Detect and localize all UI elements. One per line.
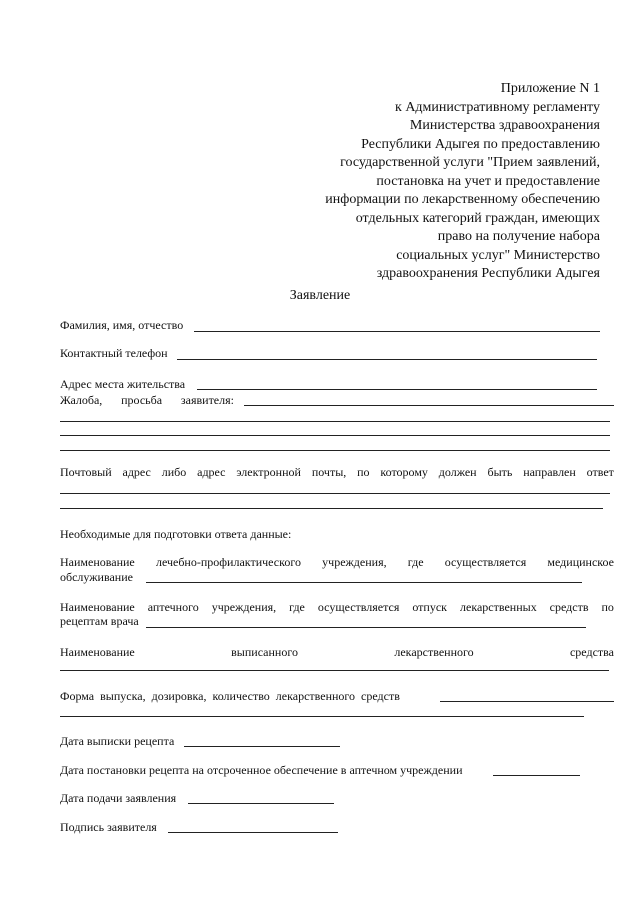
label-word: либо xyxy=(161,465,187,479)
phone-field[interactable] xyxy=(177,359,597,360)
complaint-label xyxy=(60,393,234,408)
label-word: лекарственных xyxy=(460,600,537,614)
signature-field[interactable] xyxy=(168,832,338,833)
prescription-date-label: Дата выписки рецепта xyxy=(60,734,175,748)
label-word: ответ xyxy=(586,465,614,479)
label-word: средства xyxy=(569,645,614,659)
label-word: медицинское xyxy=(547,555,614,569)
complaint-field-line[interactable] xyxy=(60,435,610,436)
document-title: Заявление xyxy=(289,288,351,303)
label-word: учреждения, xyxy=(322,555,387,569)
required-data-heading: Необходимые для подготовки ответа данные: xyxy=(60,527,292,541)
address-label: Адрес места жительства xyxy=(60,377,186,391)
appendix-line: к Административному регламенту xyxy=(395,99,600,115)
application-date-label: Дата подачи заявления xyxy=(60,791,177,805)
medical-institution-label-cont: обслуживание xyxy=(60,570,133,584)
dosage-form-field[interactable] xyxy=(440,701,614,702)
label-word: Почтовый xyxy=(60,465,112,479)
appendix-line: информации по лекарственному обеспечению xyxy=(325,192,600,207)
full-name-label: Фамилия, имя, отчество xyxy=(60,318,184,332)
label-word: аптечного xyxy=(147,600,199,614)
label-word: быть xyxy=(487,465,513,479)
label-word: осуществляется xyxy=(317,600,400,614)
drug-name-field[interactable] xyxy=(60,670,609,671)
label-word: по xyxy=(357,465,370,479)
signature-label: Подпись заявителя xyxy=(60,820,157,834)
label-word: выписанного xyxy=(231,645,298,659)
appendix-line: здравоохранения Республики Адыгея xyxy=(376,266,600,281)
postal-address-label xyxy=(60,465,614,480)
label-word: по xyxy=(601,600,614,614)
appendix-line: отдельных категорий граждан, имеющих xyxy=(355,210,600,226)
application-date-field[interactable] xyxy=(188,803,334,804)
dosage-form-field-line[interactable] xyxy=(60,716,584,717)
phone-label: Контактный телефон xyxy=(60,346,168,360)
complaint-field[interactable] xyxy=(244,405,614,406)
label-word: почты, xyxy=(311,465,347,479)
label-word: где xyxy=(289,600,305,614)
appendix-line: государственной услуги "Прием заявлений, xyxy=(340,155,600,170)
label-word: просьба xyxy=(121,393,163,407)
drug-name-label xyxy=(60,645,614,660)
label-word: должен xyxy=(438,465,477,479)
complaint-field-line[interactable] xyxy=(60,450,610,451)
appendix-line: право на получение набора xyxy=(437,229,600,244)
label-word: Наименование xyxy=(60,645,135,659)
pharmacy-field[interactable] xyxy=(146,627,586,628)
label-word: заявителя: xyxy=(180,393,234,407)
label-word: адрес xyxy=(122,465,151,479)
appendix-line: постановка на учет и предоставление xyxy=(376,173,600,189)
postal-address-field-line[interactable] xyxy=(60,508,603,509)
full-name-field[interactable] xyxy=(194,331,600,332)
appendix-line: Республики Адыгея по предоставлению xyxy=(361,136,600,152)
label-word: отпуск xyxy=(412,600,448,614)
label-word: направлен xyxy=(523,465,576,479)
medical-institution-field[interactable] xyxy=(146,582,582,583)
label-word: Наименование xyxy=(60,555,135,569)
prescription-date-field[interactable] xyxy=(184,746,340,747)
label-word: где xyxy=(407,555,424,569)
label-word: лекарственного xyxy=(394,645,474,659)
label-word: Наименование xyxy=(60,600,135,614)
deferred-date-field[interactable] xyxy=(493,775,580,776)
pharmacy-label xyxy=(60,600,614,615)
label-word: адрес xyxy=(197,465,226,479)
deferred-date-label: Дата постановки рецепта на отсроченное обеспечение в аптечном учреждении xyxy=(60,763,463,777)
address-field[interactable] xyxy=(197,389,597,390)
label-word: учреждения, xyxy=(211,600,277,614)
label-word: которому xyxy=(380,465,428,479)
appendix-line: Приложение N 1 xyxy=(500,81,600,96)
label-word: Жалоба, xyxy=(60,393,103,407)
appendix-line: социальных услуг" Министерство xyxy=(396,247,600,263)
complaint-field-line[interactable] xyxy=(60,421,610,422)
pharmacy-label-cont: рецептам врача xyxy=(60,614,139,628)
label-word: лечебно-профилактического xyxy=(155,555,301,569)
appendix-header xyxy=(280,80,600,284)
label-word: средств xyxy=(549,600,589,614)
label-word: электронной xyxy=(236,465,301,479)
label-word: осуществляется xyxy=(444,555,527,569)
medical-institution-label xyxy=(60,555,614,570)
postal-address-field[interactable] xyxy=(60,493,610,494)
dosage-form-label: Форма выпуска, дозировка, количество лекарственного средств xyxy=(60,689,400,703)
appendix-line: Министерства здравоохранения xyxy=(409,118,600,133)
